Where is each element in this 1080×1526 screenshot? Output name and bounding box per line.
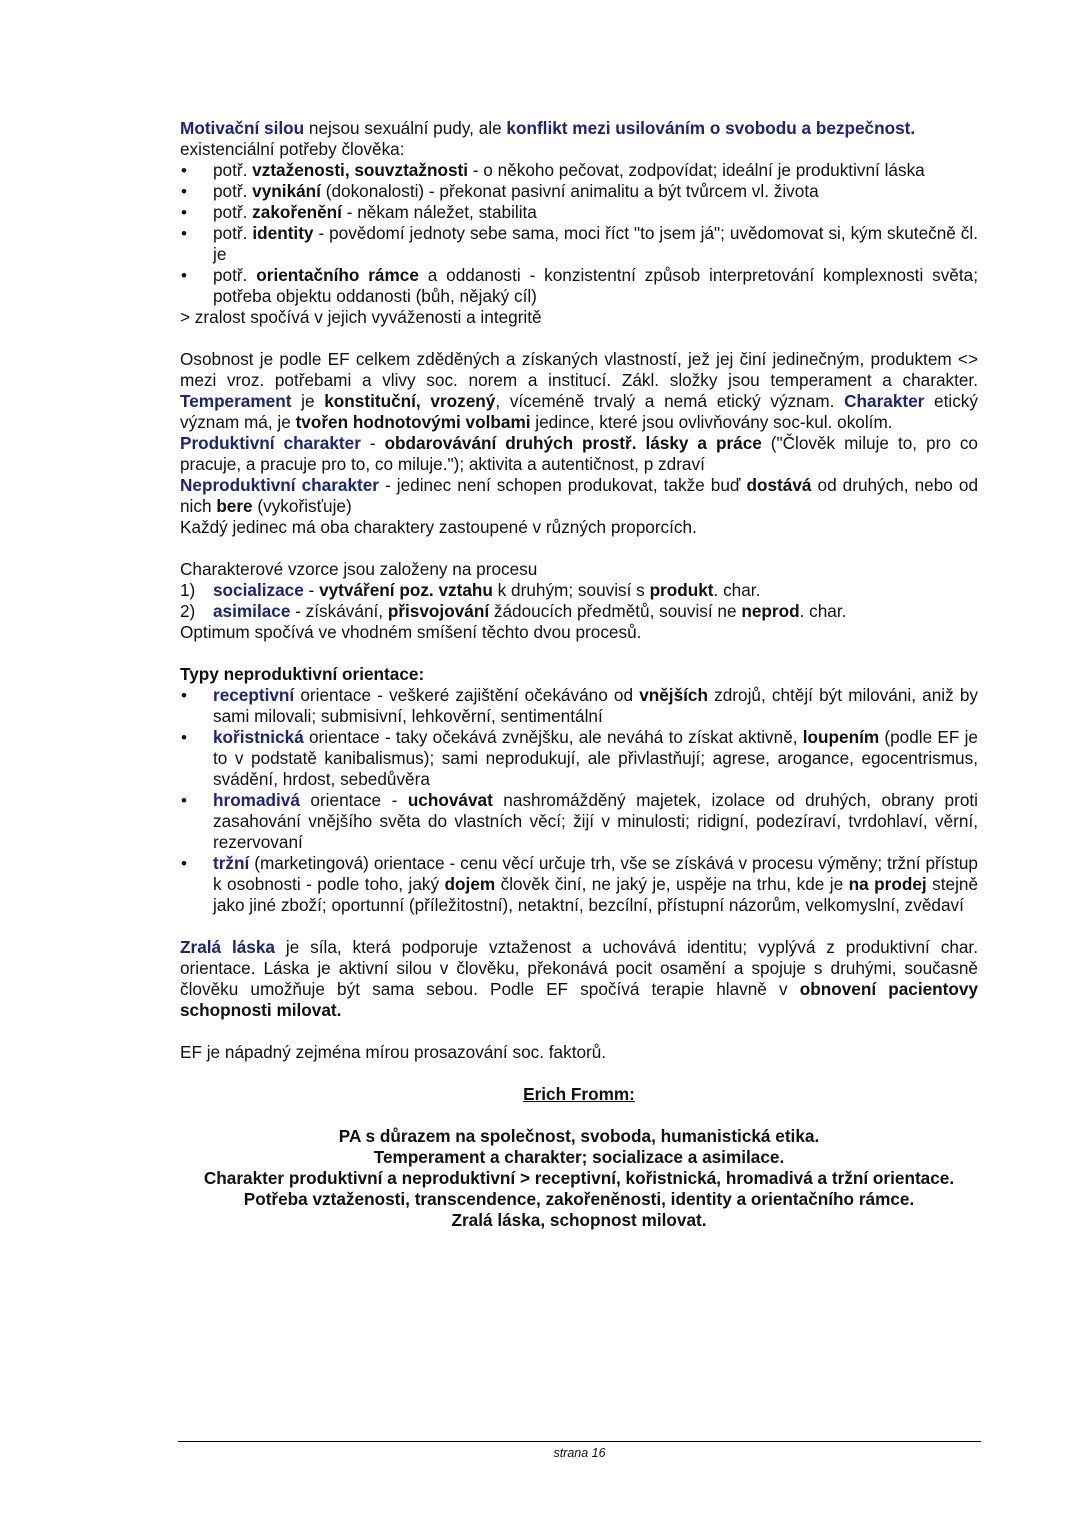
text-span: potř. [213,265,257,285]
spacer [180,643,978,664]
bold-term: konstituční, vrozený [324,391,496,411]
text-span: orientace - taky očekává zvnějšku, ale neváhá to získat aktivně, [303,727,803,747]
text-span: - [360,433,385,453]
text-span: zdrojů, chtějí být milováni, aniž by sami milovali; submisivní, lehkověrní, sentimentální [213,685,978,726]
bold-term: uchovávat [407,790,493,810]
text-span: k druhým; souvisí s [492,580,650,600]
text-span: (podle EF je to v podstatě kanibalismus); sami neprodukují, ale přivlastňují; agrese, arogance, egocentrismus, svádění, hrdost, sebedůvěra [213,727,978,789]
bold-term: neprod [741,601,800,621]
text-span: ("Člověk miluje to, pro co pracuje, a pracuje pro to, co miluje."); aktivita a autentičnost, p zdraví [180,433,978,474]
orientation-list [180,685,978,916]
list-item [180,223,978,265]
text-span: - povědomí jednoty sebe sama, moci říct "to jsem já"; uvědomovat si, kým skutečně čl. je [213,223,978,264]
keyword: konflikt mezi usilováním o svobodu a bezpečnost. [506,118,916,138]
text-span: člověk činí, ne jaký je, uspěje na trhu, kde je [495,874,849,894]
unproductive-character-paragraph [180,475,978,517]
list-item [180,853,978,916]
keyword: Charakter [844,391,925,411]
text-span: - o někoho pečovat, zodpovídat; ideální je produktivní láska [468,160,925,180]
text-span: žádoucích předmětů, souvisí ne [489,601,742,621]
summary-line: Potřeba vztaženosti, transcendence, zakořeněnosti, identity a orientačního rámce. [243,1189,915,1209]
summary-line: Charakter produktivní a neproduktivní > receptivní, kořistnická, hromadivá a tržní orientace. [203,1168,955,1188]
summary-title: Erich Fromm: [523,1084,635,1104]
text-span: nashromážděný majetek, izolace od druhých, obrany proti zasahování vnějšího světa do vlastních věcí; žijí v minulosti; ridigní, podezíraví, tvrdohlaví, věrní, rezervovaní [213,790,978,852]
summary-line: Zralá láska, schopnost milovat. [451,1210,707,1230]
bold-term: zakořenění [252,202,342,222]
text-span: je síla, která podporuje vztaženost a uchovává identitu; vyplývá z produktivní char. orientace. Láska je aktivní silou v člověku, překonává pocit osamění a spojuje s druhými, současně člověku umožňuje být sama sebou. Podle EF spočívá terapie hlavně v [180,937,978,999]
list-item [180,160,978,181]
mature-love-paragraph [180,937,978,1021]
bold-term: dojem [444,874,496,894]
bold-term: loupením [802,727,880,747]
text-span: . char. [799,601,847,621]
keyword: Neproduktivní charakter [180,475,379,495]
bold-term: orientačního rámce [256,265,419,285]
keyword: hromadivá [213,790,300,810]
needs-list [180,160,978,307]
list-item [180,580,978,601]
list-item [180,727,978,790]
spacer [180,1021,978,1042]
motivation-paragraph [180,118,978,139]
text-span: (vykořisťuje) [252,496,352,516]
maturity-note: > zralost spočívá v jejich vyváženosti a integritě [180,307,542,327]
summary-line: Temperament a charakter; socializace a asimilace. [373,1147,785,1167]
text-span: (marketingová) orientace - cenu věcí určuje trh, vše se získává v procesu výměny; tržní přístup k osobnosti - podle toho, jaký [213,853,978,894]
summary-block [180,1126,978,1231]
list-item [180,790,978,853]
needs-intro: existenciální potřeby člověka: [180,139,405,159]
text-span: stejně jako jiné zboží; oportunní (příležitostní), netaktní, bezcílní, přístupní názorům, velkomyslní, zvědaví [213,874,979,915]
section-heading: Typy neproduktivní orientace: [180,664,425,684]
text-span: potř. [213,223,253,243]
bold-term: vztaženosti, souvztažnosti [252,160,469,180]
spacer [180,538,978,559]
spacer [180,916,978,937]
list-number: 1) [180,580,196,600]
text-span: je [291,391,325,411]
bold-term: přisvojování [387,601,490,621]
process-list [180,580,978,622]
keyword: Motivační silou [180,118,305,138]
list-item [180,601,978,622]
bold-term: vytváření poz. vztahu [319,580,493,600]
text-span: Osobnost je podle EF celkem zděděných a získaných vlastností, jež jej činí jedinečným, produktem <> mezi vroz. potřebami a vlivy soc. norem a institucí. Zákl. složky jsou temperament a charakter. [180,349,978,390]
text-span: - [303,580,320,600]
bold-term: vnějších [639,685,708,705]
spacer [180,1105,978,1126]
list-number: 2) [180,601,196,621]
keyword: asimilace [213,601,291,621]
text-span: orientace - veškeré zajištění očekáváno od [294,685,640,705]
bold-term: produkt [649,580,714,600]
list-item [180,265,978,307]
spacer [180,328,978,349]
page-content [180,118,978,1231]
text-span: etický význam má, je [180,391,978,432]
spacer [180,1063,978,1084]
text-span: - získávání, [290,601,388,621]
text-span: (dokonalosti) - překonat pasivní animalitu a být tvůrcem vl. života [320,181,819,201]
bold-term: dostává [746,475,812,495]
both-characters-note: Každý jedinec má oba charaktery zastoupené v různých proporcích. [180,517,697,537]
patterns-intro: Charakterové vzorce jsou založeny na procesu [180,559,538,579]
text-span: orientace - [299,790,408,810]
bold-term: identity [252,223,314,243]
text-span: jedince, které jsou ovlivňovány soc-kul. okolím. [530,412,893,432]
page-number: strana 16 [553,1446,606,1460]
personality-paragraph [180,349,978,433]
list-item [180,685,978,727]
footer-divider [178,1441,981,1442]
keyword: Temperament [180,391,292,411]
text-span: potř. [213,181,253,201]
text-span: nejsou sexuální pudy, ale [304,118,507,138]
bold-term: na prodej [848,874,927,894]
types-heading [180,664,978,685]
bold-term: obdarovávání druhých prostř. lásky a práce [384,433,762,453]
bold-term: vynikání [252,181,321,201]
text-span: a oddanosti - konzistentní způsob interpretování komplexnosti světa; potřeba objektu oddanosti (bůh, nějaký cíl) [213,265,978,306]
keyword: tržní [213,853,250,873]
list-item [180,202,978,223]
list-item [180,181,978,202]
text-span: - jedinec není schopen produkovat, takže buď [378,475,747,495]
bold-term: obnovení pacientovy schopnosti milovat. [180,979,979,1020]
text-span: od druhých, nebo od nich [180,475,979,516]
text-span: - někam náležet, stabilita [341,202,537,222]
keyword: socializace [213,580,304,600]
keyword: Zralá láska [180,937,275,957]
summary-line: PA s důrazem na společnost, svoboda, humanistická etika. [338,1126,820,1146]
ef-note: EF je nápadný zejména mírou prosazování soc. faktorů. [180,1042,607,1062]
bold-term: bere [216,496,253,516]
keyword: kořistnická [213,727,304,747]
optimum-note: Optimum spočívá ve vhodném smíšení těchto dvou procesů. [180,622,642,642]
keyword: receptivní [213,685,295,705]
text-span: potř. [213,160,253,180]
keyword: Produktivní charakter [180,433,361,453]
text-span: potř. [213,202,253,222]
bold-term: tvořen hodnotovými volbami [295,412,531,432]
text-span: , víceméně trvalý a nemá etický význam. [495,391,845,411]
text-span: . char. [713,580,761,600]
productive-character-paragraph [180,433,978,475]
